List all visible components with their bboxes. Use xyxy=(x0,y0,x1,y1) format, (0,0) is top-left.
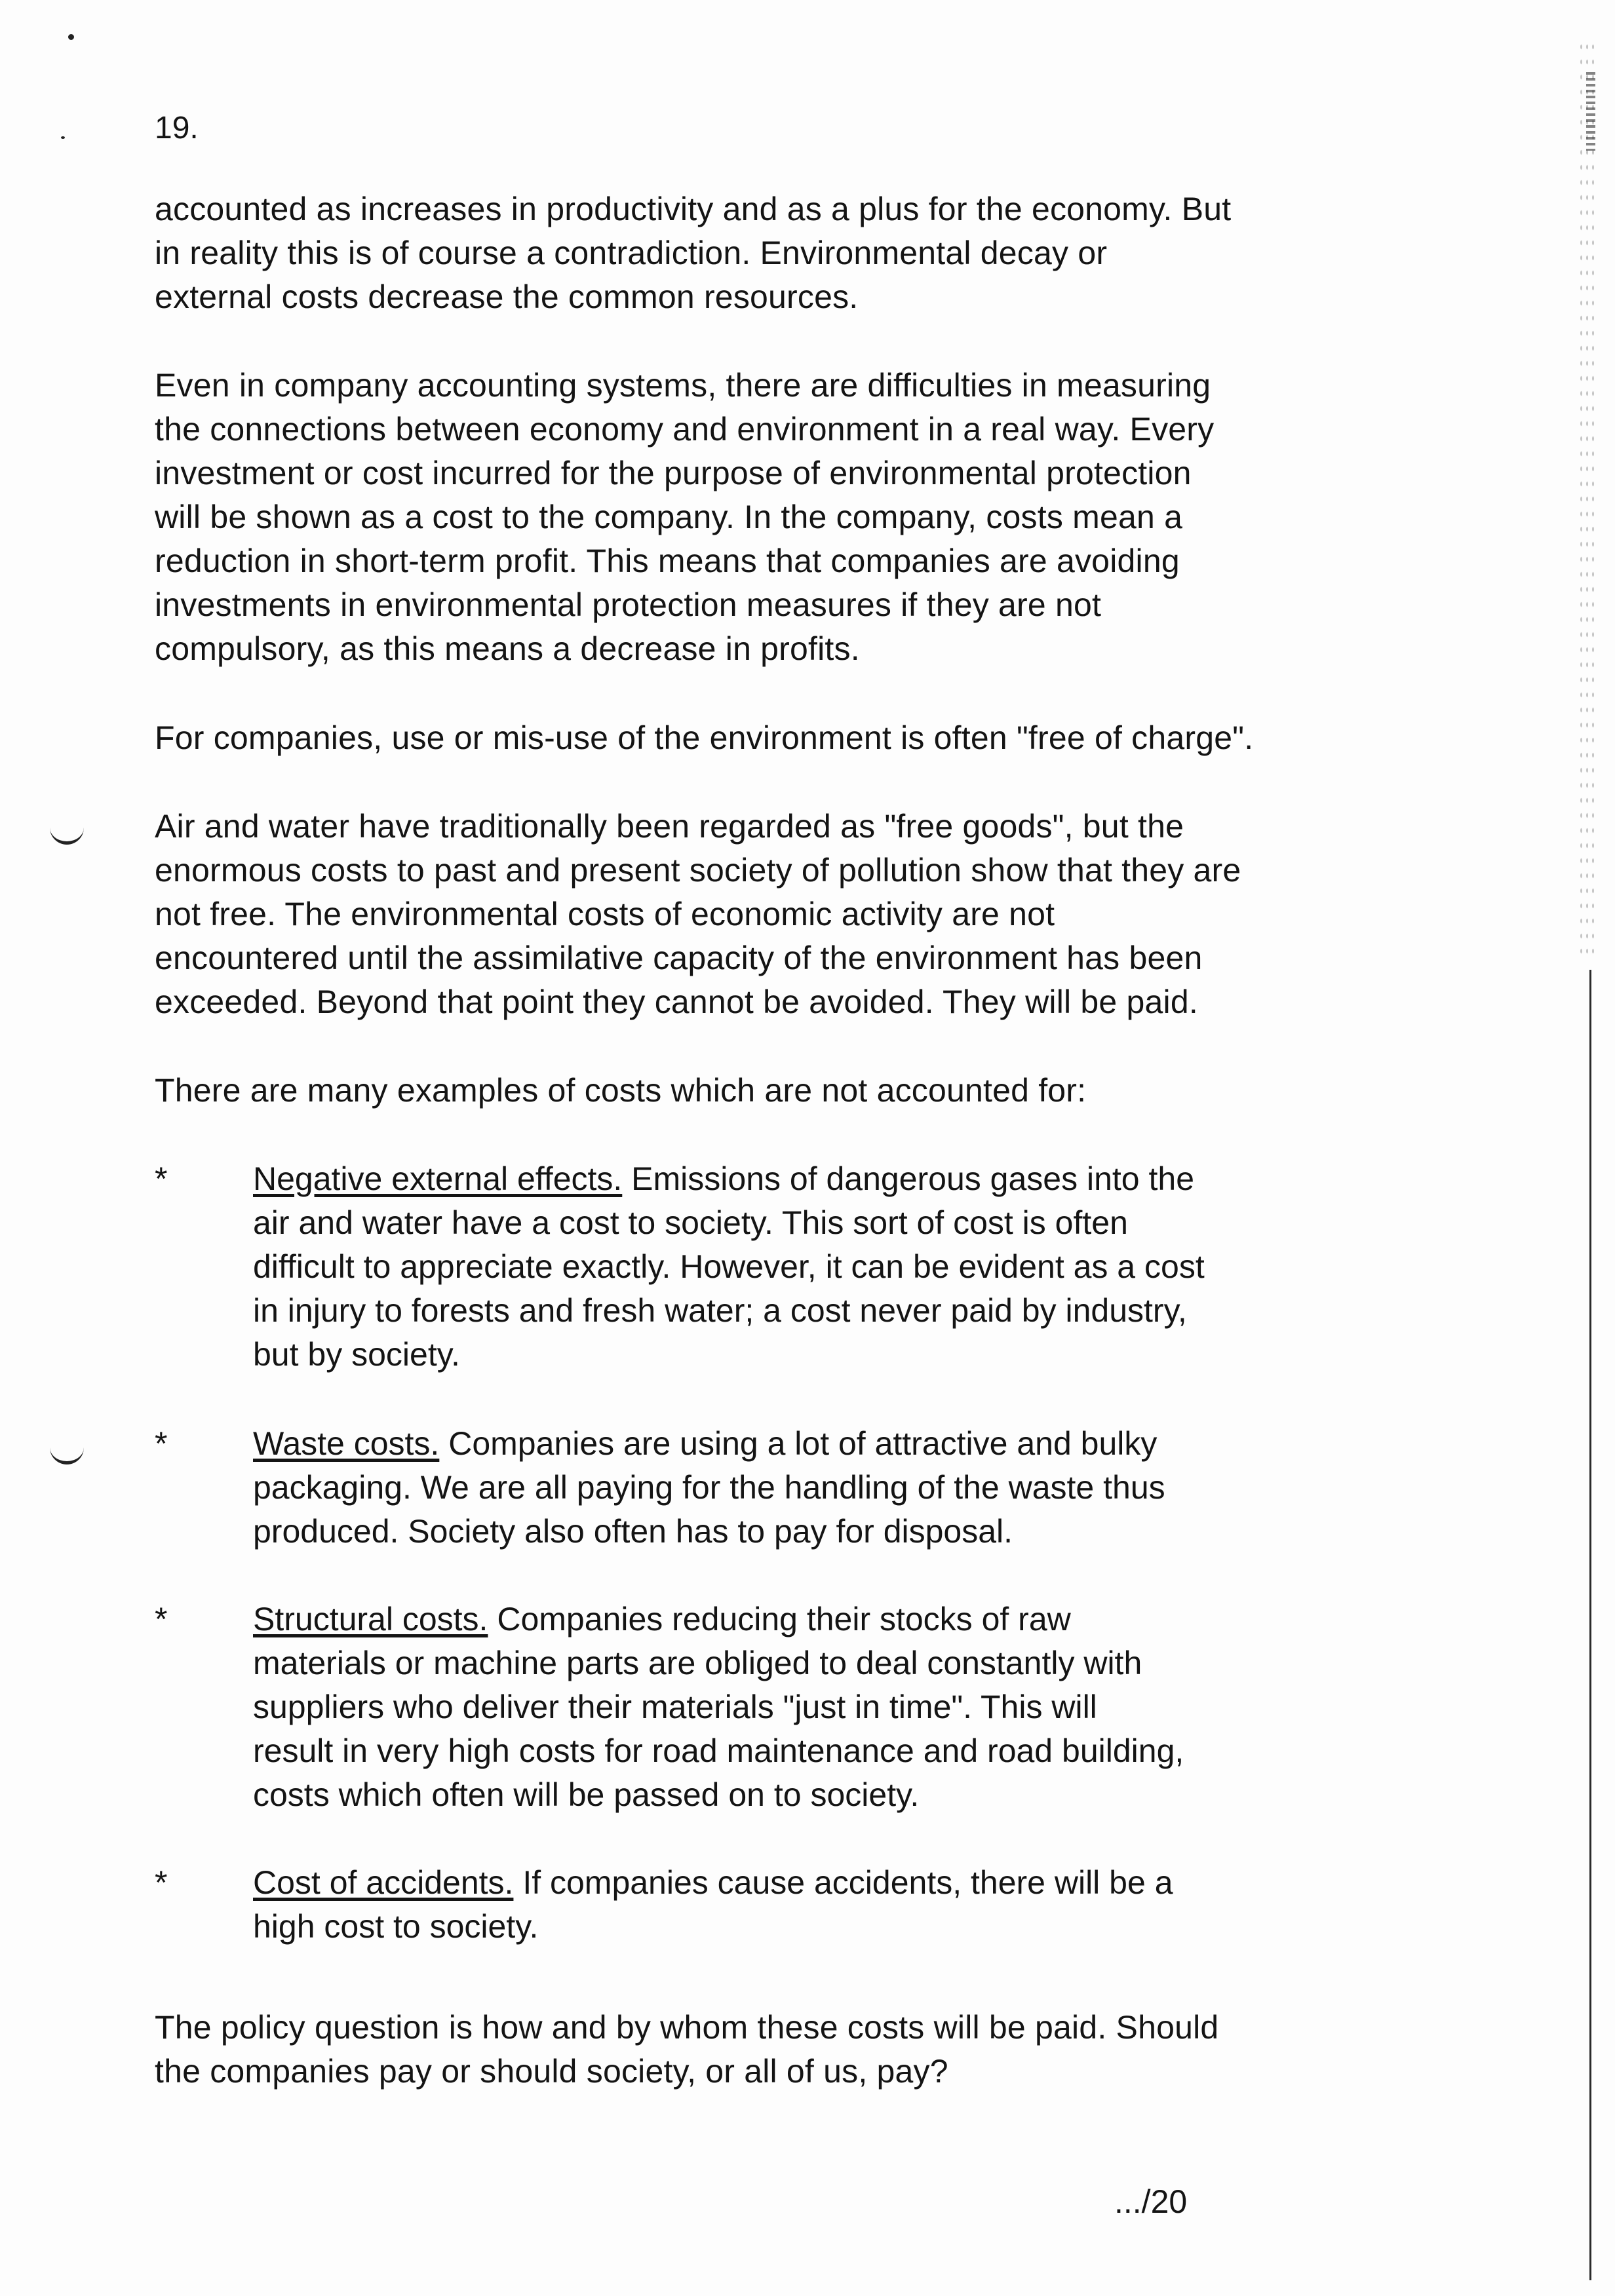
page-number: 19. xyxy=(155,111,199,145)
text-line: the companies pay or should society, or all of us, pay? xyxy=(155,2053,948,2090)
bullet-marker: * xyxy=(155,1601,168,1637)
text-line: external costs decrease the common resources. xyxy=(155,278,859,315)
bullet-text: Emissions of dangerous gases into the xyxy=(622,1160,1195,1197)
text-line xyxy=(253,1422,1334,1466)
text-line: investments in environmental protection measures if they are not xyxy=(155,586,1102,623)
text-line: For companies, use or mis-use of the environment is often "free of charge". xyxy=(155,719,1254,756)
bullet-heading: Negative external effects. xyxy=(253,1160,623,1197)
text-line: in reality this is of course a contradiction. Environmental decay or xyxy=(155,235,1108,271)
bullet-body xyxy=(253,1422,1334,1554)
text-line: but by society. xyxy=(253,1336,460,1373)
text-line: There are many examples of costs which are not accounted for: xyxy=(155,1072,1087,1109)
text-line: high cost to society. xyxy=(253,1908,539,1945)
paragraph-2 xyxy=(155,364,1334,671)
text-line: enormous costs to past and present society of pollution show that they are xyxy=(155,852,1241,889)
text-line: produced. Society also often has to pay for disposal. xyxy=(253,1513,1013,1550)
text-line: encountered until the assimilative capacity of the environment has been xyxy=(155,940,1203,976)
text-line xyxy=(253,1157,1334,1201)
text-line: Air and water have traditionally been regarded as "free goods", but the xyxy=(155,808,1184,845)
bullet-body xyxy=(253,1157,1334,1377)
text-line: difficult to appreciate exactly. However, it can be evident as a cost xyxy=(253,1248,1205,1285)
text-line: packaging. We are all paying for the handling of the waste thus xyxy=(253,1469,1165,1506)
text-line: the connections between economy and environment in a real way. Every xyxy=(155,411,1215,448)
margin-tick-mark xyxy=(50,827,84,845)
paragraph-6 xyxy=(155,2006,1334,2094)
text-line: suppliers who deliver their materials "just in time". This will xyxy=(253,1689,1097,1725)
bullet-heading: Structural costs. xyxy=(253,1601,488,1637)
scan-edge-noise xyxy=(1578,39,1598,957)
text-line: compulsory, as this means a decrease in profits. xyxy=(155,630,860,667)
text-line: materials or machine parts are obliged to deal constantly with xyxy=(253,1645,1142,1681)
text-line: result in very high costs for road maintenance and road building, xyxy=(253,1732,1184,1769)
scan-edge-line xyxy=(1589,970,1591,2280)
bullet-text: Companies reducing their stocks of raw xyxy=(488,1601,1071,1637)
bullet-marker: * xyxy=(155,1425,168,1462)
scan-edge-mark xyxy=(1586,72,1595,151)
scan-speck xyxy=(61,136,65,139)
continuation-marker: .../20 xyxy=(1114,2183,1188,2220)
paragraph-5 xyxy=(155,1069,1334,1113)
paragraph-3 xyxy=(155,716,1334,760)
text-line: in injury to forests and fresh water; a cost never paid by industry, xyxy=(253,1292,1187,1329)
text-line: not free. The environmental costs of economic activity are not xyxy=(155,896,1055,932)
text-line: investment or cost incurred for the purpose of environmental protection xyxy=(155,455,1192,491)
text-line: costs which often will be passed on to society. xyxy=(253,1776,920,1813)
text-line: reduction in short-term profit. This means that companies are avoiding xyxy=(155,543,1180,579)
text-line: exceeded. Beyond that point they cannot be avoided. They will be paid. xyxy=(155,984,1198,1020)
text-line: air and water have a cost to society. This sort of cost is often xyxy=(253,1204,1128,1241)
bullet-text: Companies are using a lot of attractive and bulky xyxy=(439,1425,1158,1462)
text-line: accounted as increases in productivity and as a plus for the economy. But xyxy=(155,191,1232,227)
margin-tick-mark xyxy=(50,1447,84,1464)
bullet-heading: Cost of accidents. xyxy=(253,1864,514,1901)
paragraph-4 xyxy=(155,805,1334,1024)
bullet-marker: * xyxy=(155,1864,168,1901)
bullet-body xyxy=(253,1598,1334,1817)
text-line xyxy=(253,1598,1334,1641)
bullet-heading: Waste costs. xyxy=(253,1425,440,1462)
text-line: will be shown as a cost to the company. In the company, costs mean a xyxy=(155,499,1183,535)
bullet-text: If companies cause accidents, there will be a xyxy=(513,1864,1173,1901)
scan-speck xyxy=(68,34,74,40)
bullet-marker: * xyxy=(155,1160,168,1197)
text-line: Even in company accounting systems, there are difficulties in measuring xyxy=(155,367,1211,404)
paragraph-1 xyxy=(155,187,1334,319)
bullet-body xyxy=(253,1861,1334,1949)
text-line xyxy=(253,1861,1334,1905)
text-line: The policy question is how and by whom these costs will be paid. Should xyxy=(155,2009,1219,2046)
